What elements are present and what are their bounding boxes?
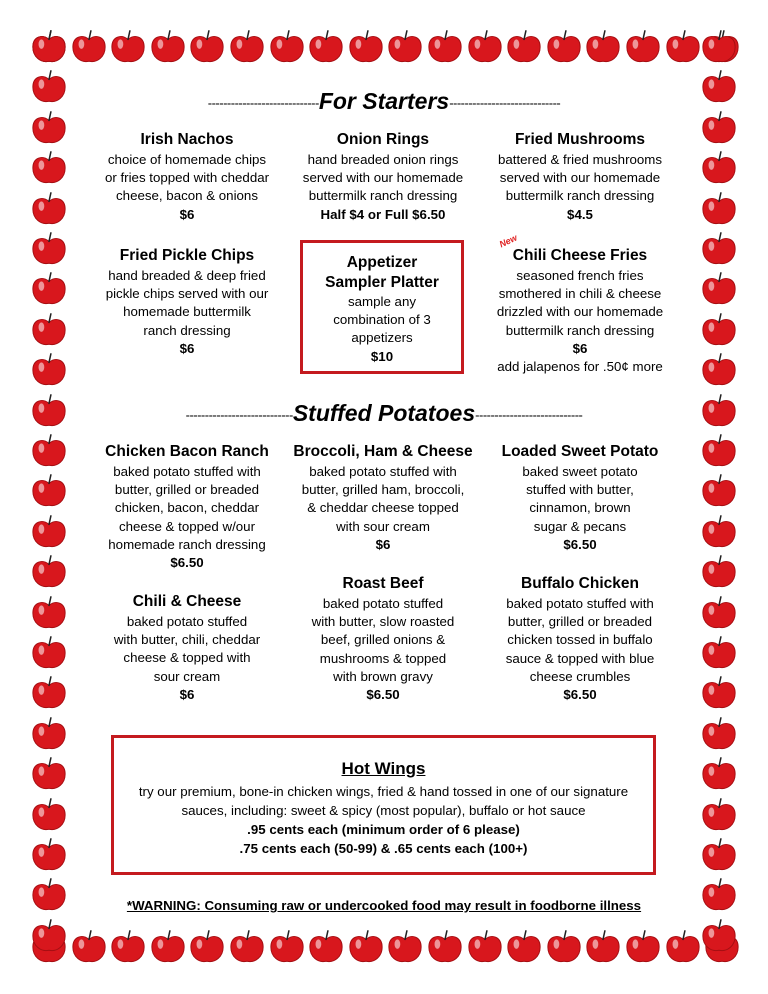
item-price: $6.50: [170, 555, 204, 571]
potatoes-dashes-right: ----------------------------: [475, 407, 583, 423]
menu-item-roast-beef: [288, 574, 478, 704]
item-price: $6: [179, 686, 195, 702]
menu-item-fried-mushrooms: [485, 130, 675, 224]
menu-item-chili-cheese-fries: [485, 246, 675, 376]
item-price: $6: [572, 340, 588, 356]
item-name: Roast Beef: [342, 575, 424, 592]
item-description: baked sweet potato stuffed with butter, cinnamon, brown sugar & pecans: [522, 464, 638, 534]
potatoes-heading: [60, 400, 708, 427]
hot-wings-title: Hot Wings: [341, 759, 426, 778]
item-name: Buffalo Chicken: [521, 575, 639, 592]
hot-wings-price-line-1: .95 cents each (minimum order of 6 please): [247, 822, 520, 837]
hot-wings-description: try our premium, bone-in chicken wings, fried & hand tossed in one of our signature sauces, including: sweet & spicy (most popular), buffalo or hot sauce: [138, 784, 629, 818]
item-name: Chili & Cheese: [132, 593, 242, 610]
starters-dashes-right: -----------------------------: [449, 95, 561, 111]
item-price: $6.50: [563, 536, 597, 552]
item-price: $6.50: [366, 687, 400, 703]
item-description: baked potato stuffed with butter, grilled or breaded chicken tossed in buffalo sauce & topped with blue cheese crumbles: [505, 596, 655, 684]
sampler-name: Appetizer Sampler Platter: [325, 254, 439, 291]
menu-item-broccoli-ham-cheese: [288, 442, 478, 554]
menu-item-chicken-bacon-ranch: [92, 442, 282, 572]
item-name: Broccoli, Ham & Cheese: [293, 443, 473, 460]
item-price: $6.50: [563, 687, 597, 703]
item-description: baked potato stuffed with butter, grilled or breaded chicken, bacon, cheddar cheese & topped w/our homemade ranch dressing: [108, 464, 266, 552]
potatoes-title: Stuffed Potatoes: [292, 400, 476, 426]
item-name: Chili Cheese Fries: [512, 247, 648, 264]
item-description: hand breaded onion rings served with our homemade buttermilk ranch dressing: [302, 152, 464, 204]
new-badge: New: [497, 232, 519, 250]
sampler-description: sample any combination of 3 appetizers: [333, 294, 431, 346]
item-description: baked potato stuffed with butter, chili, cheddar cheese & topped with sour cream: [113, 614, 261, 684]
item-price: $6: [375, 536, 391, 552]
menu-item-buffalo-chicken: [485, 574, 675, 704]
menu-item-onion-rings: [288, 130, 478, 224]
item-name: Fried Pickle Chips: [119, 247, 255, 264]
menu-item-irish-nachos: [92, 130, 282, 224]
item-price: $4.5: [567, 206, 593, 222]
item-description: seasoned french fries smothered in chili & cheese drizzled with our homemade buttermilk ranch dressing: [496, 268, 664, 338]
item-description: choice of homemade chips or fries topped with cheddar cheese, bacon & onions: [104, 152, 270, 204]
hot-wings-price-line-2: .75 cents each (50-99) & .65 cents each (100+): [239, 841, 528, 856]
item-name: Loaded Sweet Potato: [501, 443, 659, 460]
starters-title: For Starters: [318, 88, 450, 114]
item-name: Onion Rings: [336, 131, 430, 148]
item-extra: add jalapenos for .50¢ more: [497, 359, 663, 375]
item-price: $6: [179, 206, 195, 222]
hot-wings-box: [111, 735, 656, 875]
menu-item-loaded-sweet-potato: [485, 442, 675, 554]
starters-heading: [60, 88, 708, 115]
item-price: Half $4 or Full $6.50: [320, 206, 446, 222]
item-description: battered & fried mushrooms served with our homemade buttermilk ranch dressing: [497, 152, 663, 204]
item-name: Chicken Bacon Ranch: [105, 443, 269, 460]
sampler-price: $10: [370, 348, 394, 364]
item-description: hand breaded & deep fried pickle chips served with our homemade buttermilk ranch dressing: [105, 268, 269, 338]
sampler-platter-box: [300, 240, 464, 374]
starters-dashes-left: -----------------------------: [207, 95, 319, 111]
potatoes-dashes-left: ----------------------------: [185, 407, 293, 423]
menu-item-fried-pickle-chips: [92, 246, 282, 358]
item-description: baked potato stuffed with butter, slow roasted beef, grilled onions & mushrooms & topped with brown gravy: [311, 596, 455, 684]
item-price: $6: [179, 340, 195, 356]
item-name: Fried Mushrooms: [514, 131, 646, 148]
menu-item-chili-cheese: [92, 592, 282, 704]
food-warning: *WARNING: Consuming raw or undercooked food may result in foodborne illness: [126, 898, 642, 913]
item-description: baked potato stuffed with butter, grilled ham, broccoli, & cheddar cheese topped with sour cream: [301, 464, 465, 534]
item-name: Irish Nachos: [140, 131, 234, 148]
